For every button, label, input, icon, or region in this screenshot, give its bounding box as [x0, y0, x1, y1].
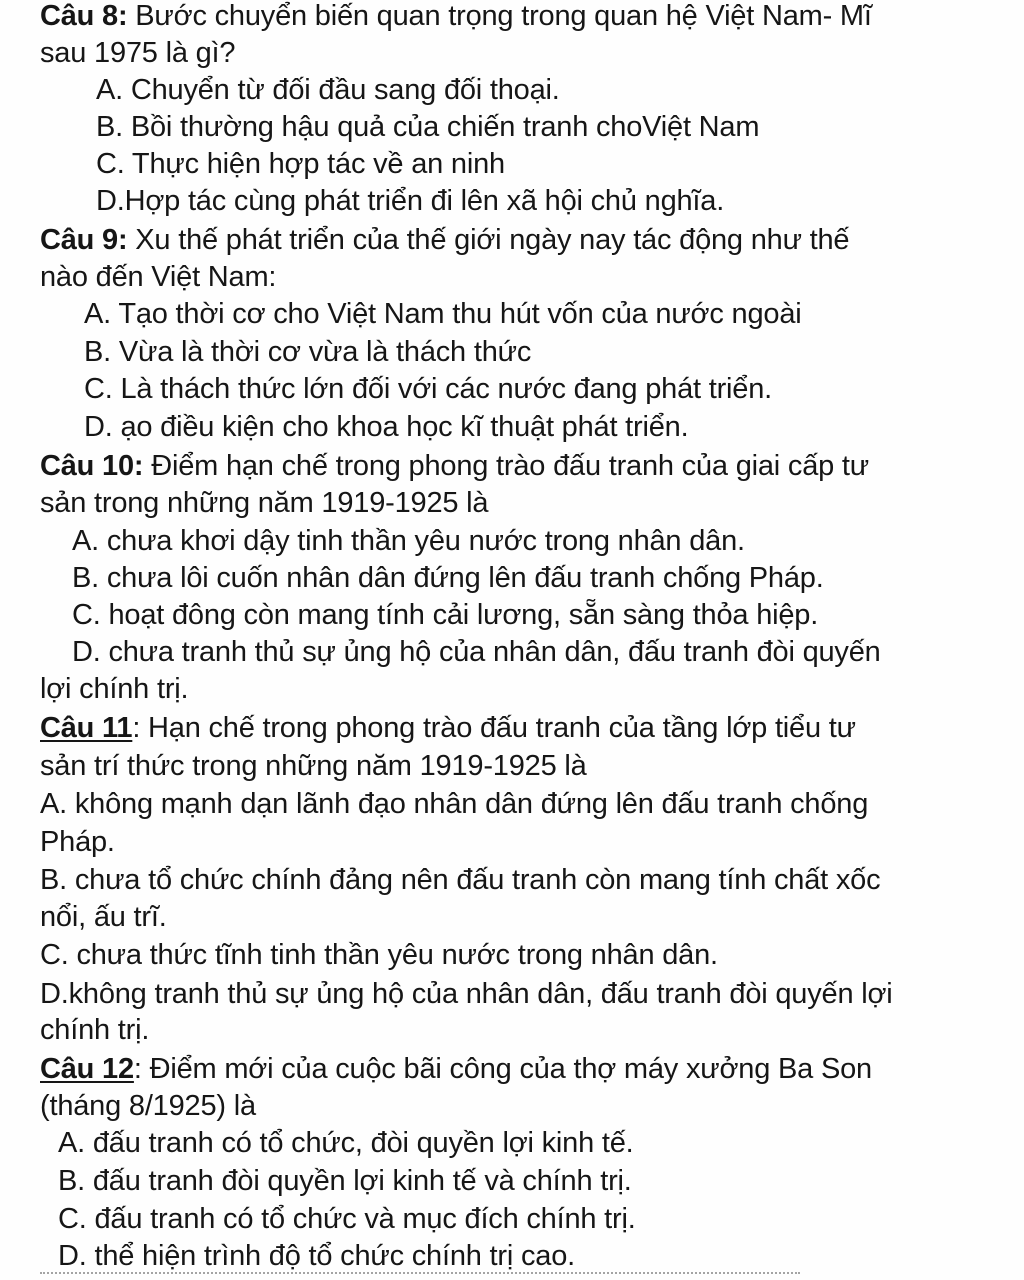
question-11-stem-cont: sản trí thức trong những năm 1919-1925 là — [40, 750, 587, 782]
question-11-label: Câu 11 — [40, 712, 133, 744]
question-11-option-a-cont: Pháp. — [40, 826, 115, 858]
question-9-option-c: C. Là thách thức lớn đối với các nước đang phát triển. — [84, 373, 772, 405]
question-12-option-c: C. đấu tranh có tổ chức và mục đích chính trị. — [58, 1203, 636, 1235]
question-11-option-b-cont: nổi, ấu trĩ. — [40, 901, 167, 933]
question-9-label: Câu 9: — [40, 224, 128, 256]
question-8-stem-text: Bước chuyển biến quan trọng trong quan hệ Việt Nam- Mĩ — [127, 0, 872, 32]
question-10-option-a: A. chưa khơi dậy tinh thần yêu nước trong nhân dân. — [72, 525, 745, 557]
question-9-option-a: A. Tạo thời cơ cho Việt Nam thu hút vốn của nước ngoài — [84, 298, 802, 330]
question-8-label: Câu 8: — [40, 0, 128, 32]
question-9-stem — [40, 222, 849, 258]
question-11-stem — [40, 710, 856, 746]
question-11-option-b: B. chưa tổ chức chính đảng nên đấu tranh còn mang tính chất xốc — [40, 864, 881, 896]
question-10-option-d: D. chưa tranh thủ sự ủng hộ của nhân dân, đấu tranh đòi quyến — [72, 636, 881, 668]
question-9-option-b: B. Vừa là thời cơ vừa là thách thức — [84, 336, 532, 368]
question-12-option-a: A. đấu tranh có tổ chức, đòi quyền lợi kinh tế. — [58, 1127, 634, 1159]
question-11-option-c: C. chưa thức tĩnh tinh thần yêu nước trong nhân dân. — [40, 939, 718, 971]
question-9-option-d: D. ạo điều kiện cho khoa học kĩ thuật phát triển. — [84, 411, 689, 443]
question-8-option-c: C. Thực hiện hợp tác về an ninh — [96, 148, 505, 180]
question-12-stem-text: : Điểm mới của cuộc bãi công của thợ máy xưởng Ba Son — [133, 1053, 872, 1085]
question-8-option-a: A. Chuyển từ đối đầu sang đối thoại. — [96, 74, 560, 106]
question-12-option-b: B. đấu tranh đòi quyền lợi kinh tế và chính trị. — [58, 1165, 632, 1197]
question-8-stem — [40, 0, 872, 34]
question-11-stem-text: : Hạn chế trong phong trào đấu tranh của tầng lớp tiểu tư — [132, 712, 856, 744]
question-10-option-c: C. hoạt đông còn mang tính cải lương, sẵn sàng thỏa hiệp. — [72, 599, 819, 631]
question-11-option-d: D.không tranh thủ sự ủng hộ của nhân dân, đấu tranh đòi quyến lợi — [40, 978, 893, 1010]
question-12-stem-cont: (tháng 8/1925) là — [40, 1090, 256, 1122]
question-10-option-d-cont: lợi chính trị. — [40, 673, 189, 705]
question-8-option-b: B. Bồi thường hậu quả của chiến tranh choViệt Nam — [96, 111, 760, 143]
question-10-label: Câu 10: — [40, 450, 144, 482]
question-8-option-d: D.Hợp tác cùng phát triển đi lên xã hội chủ nghĩa. — [96, 185, 725, 217]
question-10-stem — [40, 448, 869, 484]
question-11-option-d-cont: chính trị. — [40, 1014, 150, 1046]
question-12-option-d: D. thể hiện trình độ tổ chức chính trị cao. — [58, 1240, 575, 1272]
question-10-option-b: B. chưa lôi cuốn nhân dân đứng lên đấu tranh chống Pháp. — [72, 562, 824, 594]
question-9-stem-text: Xu thế phát triển của thế giới ngày nay tác động như thế — [127, 224, 850, 256]
question-12-stem — [40, 1051, 872, 1087]
question-11-option-a: A. không mạnh dạn lãnh đạo nhân dân đứng lên đấu tranh chống — [40, 788, 869, 820]
question-10-stem-cont: sản trong những năm 1919-1925 là — [40, 487, 489, 519]
question-12-label: Câu 12 — [40, 1053, 134, 1085]
cut-off-next-line — [40, 1272, 800, 1277]
question-10-stem-text: Điểm hạn chế trong phong trào đấu tranh của giai cấp tư — [143, 450, 869, 482]
question-8-stem-cont: sau 1975 là gì? — [40, 37, 236, 69]
question-9-stem-cont: nào đến Việt Nam: — [40, 261, 277, 293]
